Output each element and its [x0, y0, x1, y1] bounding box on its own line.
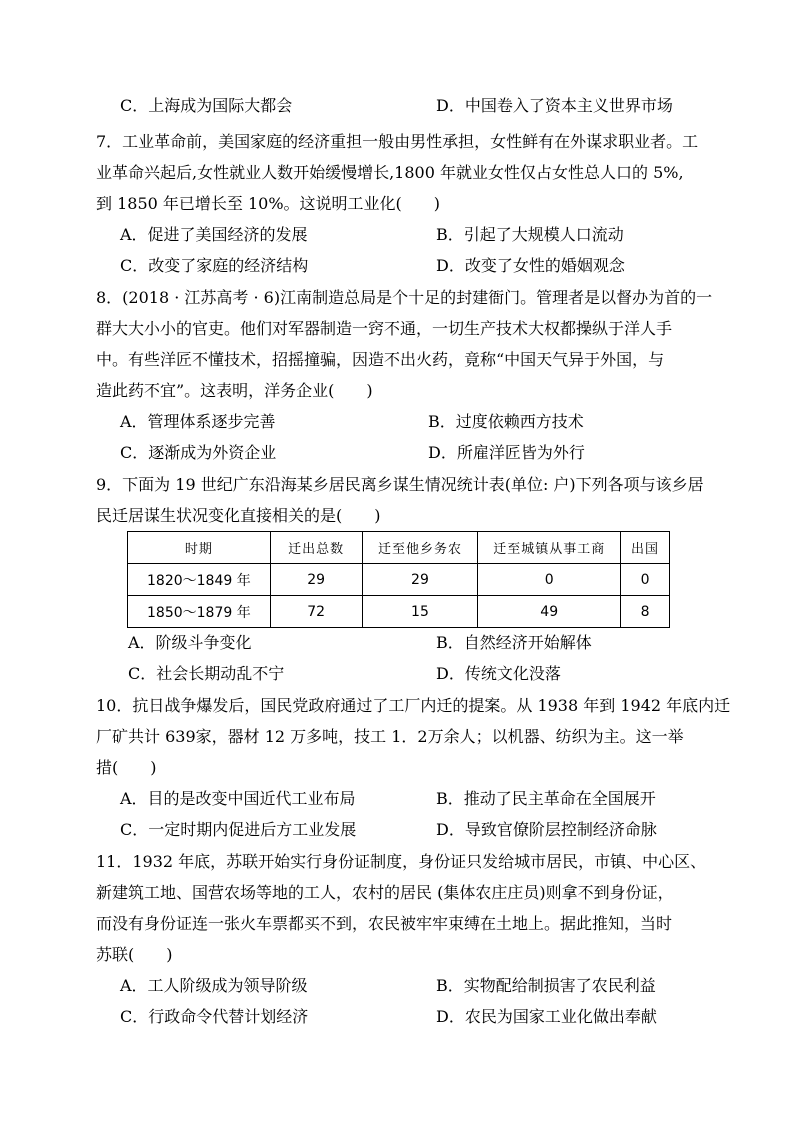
q11-stem-line-2: 新建筑工地、国营农场等地的工人，农村的居民 (集体农庄庄员)则拿不到身份证，: [96, 883, 674, 902]
q8-option-c: C．逐渐成为外资企业: [120, 443, 277, 462]
q9-option-c: C．社会长期动乱不宁: [128, 664, 285, 683]
q9-option-b: B．自然经济开始解体: [436, 633, 592, 652]
q8-stem-line-1: 8．(2018 · 江苏高考 · 6)江南制造总局是个十足的封建衙门。管理者是以督办为首的一: [96, 288, 713, 307]
table-cell: 15: [362, 596, 478, 628]
table-row: [128, 564, 670, 596]
table-cell: 1850～1879 年: [128, 596, 271, 628]
table-cell: 1820～1849 年: [128, 564, 271, 596]
table-header-cell: 出国: [621, 532, 670, 564]
q11-option-a: A．工人阶级成为领导阶级: [120, 976, 308, 995]
table-header-cell: 时期: [128, 532, 271, 564]
q8-stem-line-4: 造此药不宜”。这表明，洋务企业( ): [96, 381, 373, 400]
table-cell: 29: [362, 564, 478, 596]
table-cell: 29: [270, 564, 362, 596]
table-cell: 72: [270, 596, 362, 628]
q11-option-d: D．农民为国家工业化做出奉献: [436, 1007, 657, 1026]
table-header-row: [128, 532, 670, 564]
q7-option-b: B．引起了大规模人口流动: [436, 225, 624, 244]
q7-option-a: A．促进了美国经济的发展: [120, 225, 308, 244]
q10-option-a: A．目的是改变中国近代工业布局: [120, 789, 356, 808]
table-row: [128, 596, 670, 628]
q8-stem-line-2: 群大大小小的官吏。他们对军器制造一窍不通，一切生产技术大权都操纵于洋人手: [96, 319, 673, 338]
q10-stem-line-3: 措( ): [96, 758, 157, 777]
q11-stem-line-4: 苏联( ): [96, 945, 173, 964]
table-cell: 0: [621, 564, 670, 596]
q10-option-c: C．一定时期内促进后方工业发展: [120, 820, 357, 839]
q9-stem-line-2: 民迁居谋生状况变化直接相关的是( ): [96, 506, 381, 525]
q8-stem-line-3: 中。有些洋匠不懂技术，招摇撞骗，因造不出火药，竟称“中国天气异于外国，与: [96, 350, 665, 369]
q9-option-a: A．阶级斗争变化: [128, 633, 252, 652]
q10-option-b: B．推动了民主革命在全国展开: [436, 789, 656, 808]
q8-option-a: A．管理体系逐步完善: [120, 412, 276, 431]
q7-stem-line-3: 到 1850 年已增长至 10%。这说明工业化( ): [96, 194, 441, 213]
q9-option-d: D．传统文化没落: [436, 664, 561, 683]
table-cell: 49: [478, 596, 621, 628]
q11-stem-line-3: 而没有身份证连一张火车票都买不到，农民被牢牢束缚在土地上。据此推知，当时: [96, 914, 673, 933]
table-header-cell: 迁至城镇从事工商: [478, 532, 621, 564]
q8-option-b: B．过度依赖西方技术: [428, 412, 584, 431]
table-header-cell: 迁至他乡务农: [362, 532, 478, 564]
q10-option-d: D．导致官僚阶层控制经济命脉: [436, 820, 657, 839]
q7-option-d: D．改变了女性的婚姻观念: [436, 256, 625, 275]
q10-stem-line-1: 10．抗日战争爆发后，国民党政府通过了工厂内迁的提案。从 1938 年到 1942 年底内迁: [96, 696, 731, 715]
q7-stem-line-2: 业革命兴起后,女性就业人数开始缓慢增长,1800 年就业女性仅占女性总人口的 5%,: [96, 163, 684, 182]
q8-option-d: D．所雇洋匠皆为外行: [428, 443, 585, 462]
q11-stem-line-1: 11．1932 年底，苏联开始实行身份证制度，身份证只发给城市居民，市镇、中心区、: [96, 852, 707, 871]
q9-stem-line-1: 9．下面为 19 世纪广东沿海某乡居民离乡谋生情况统计表(单位: 户)下列各项与该乡居: [96, 475, 704, 494]
q6-option-c: C．上海成为国际大都会: [120, 96, 293, 115]
q10-stem-line-2: 厂矿共计 639家，器材 12 万多吨，技工 1．2万余人；以机器、纺织为主。这一举: [96, 727, 684, 746]
q7-stem-line-1: 7．工业革命前，美国家庭的经济重担一般由男性承担，女性鲜有在外谋求职业者。工: [96, 132, 699, 151]
q11-option-b: B．实物配给制损害了农民利益: [436, 976, 656, 995]
table-header-cell: 迁出总数: [270, 532, 362, 564]
q11-option-c: C．行政命令代替计划经济: [120, 1007, 309, 1026]
q6-option-d: D．中国卷入了资本主义世界市场: [436, 96, 673, 115]
table-cell: 8: [621, 596, 670, 628]
table-cell: 0: [478, 564, 621, 596]
emigration-statistics-table: [127, 531, 670, 628]
q7-option-c: C．改变了家庭的经济结构: [120, 256, 309, 275]
